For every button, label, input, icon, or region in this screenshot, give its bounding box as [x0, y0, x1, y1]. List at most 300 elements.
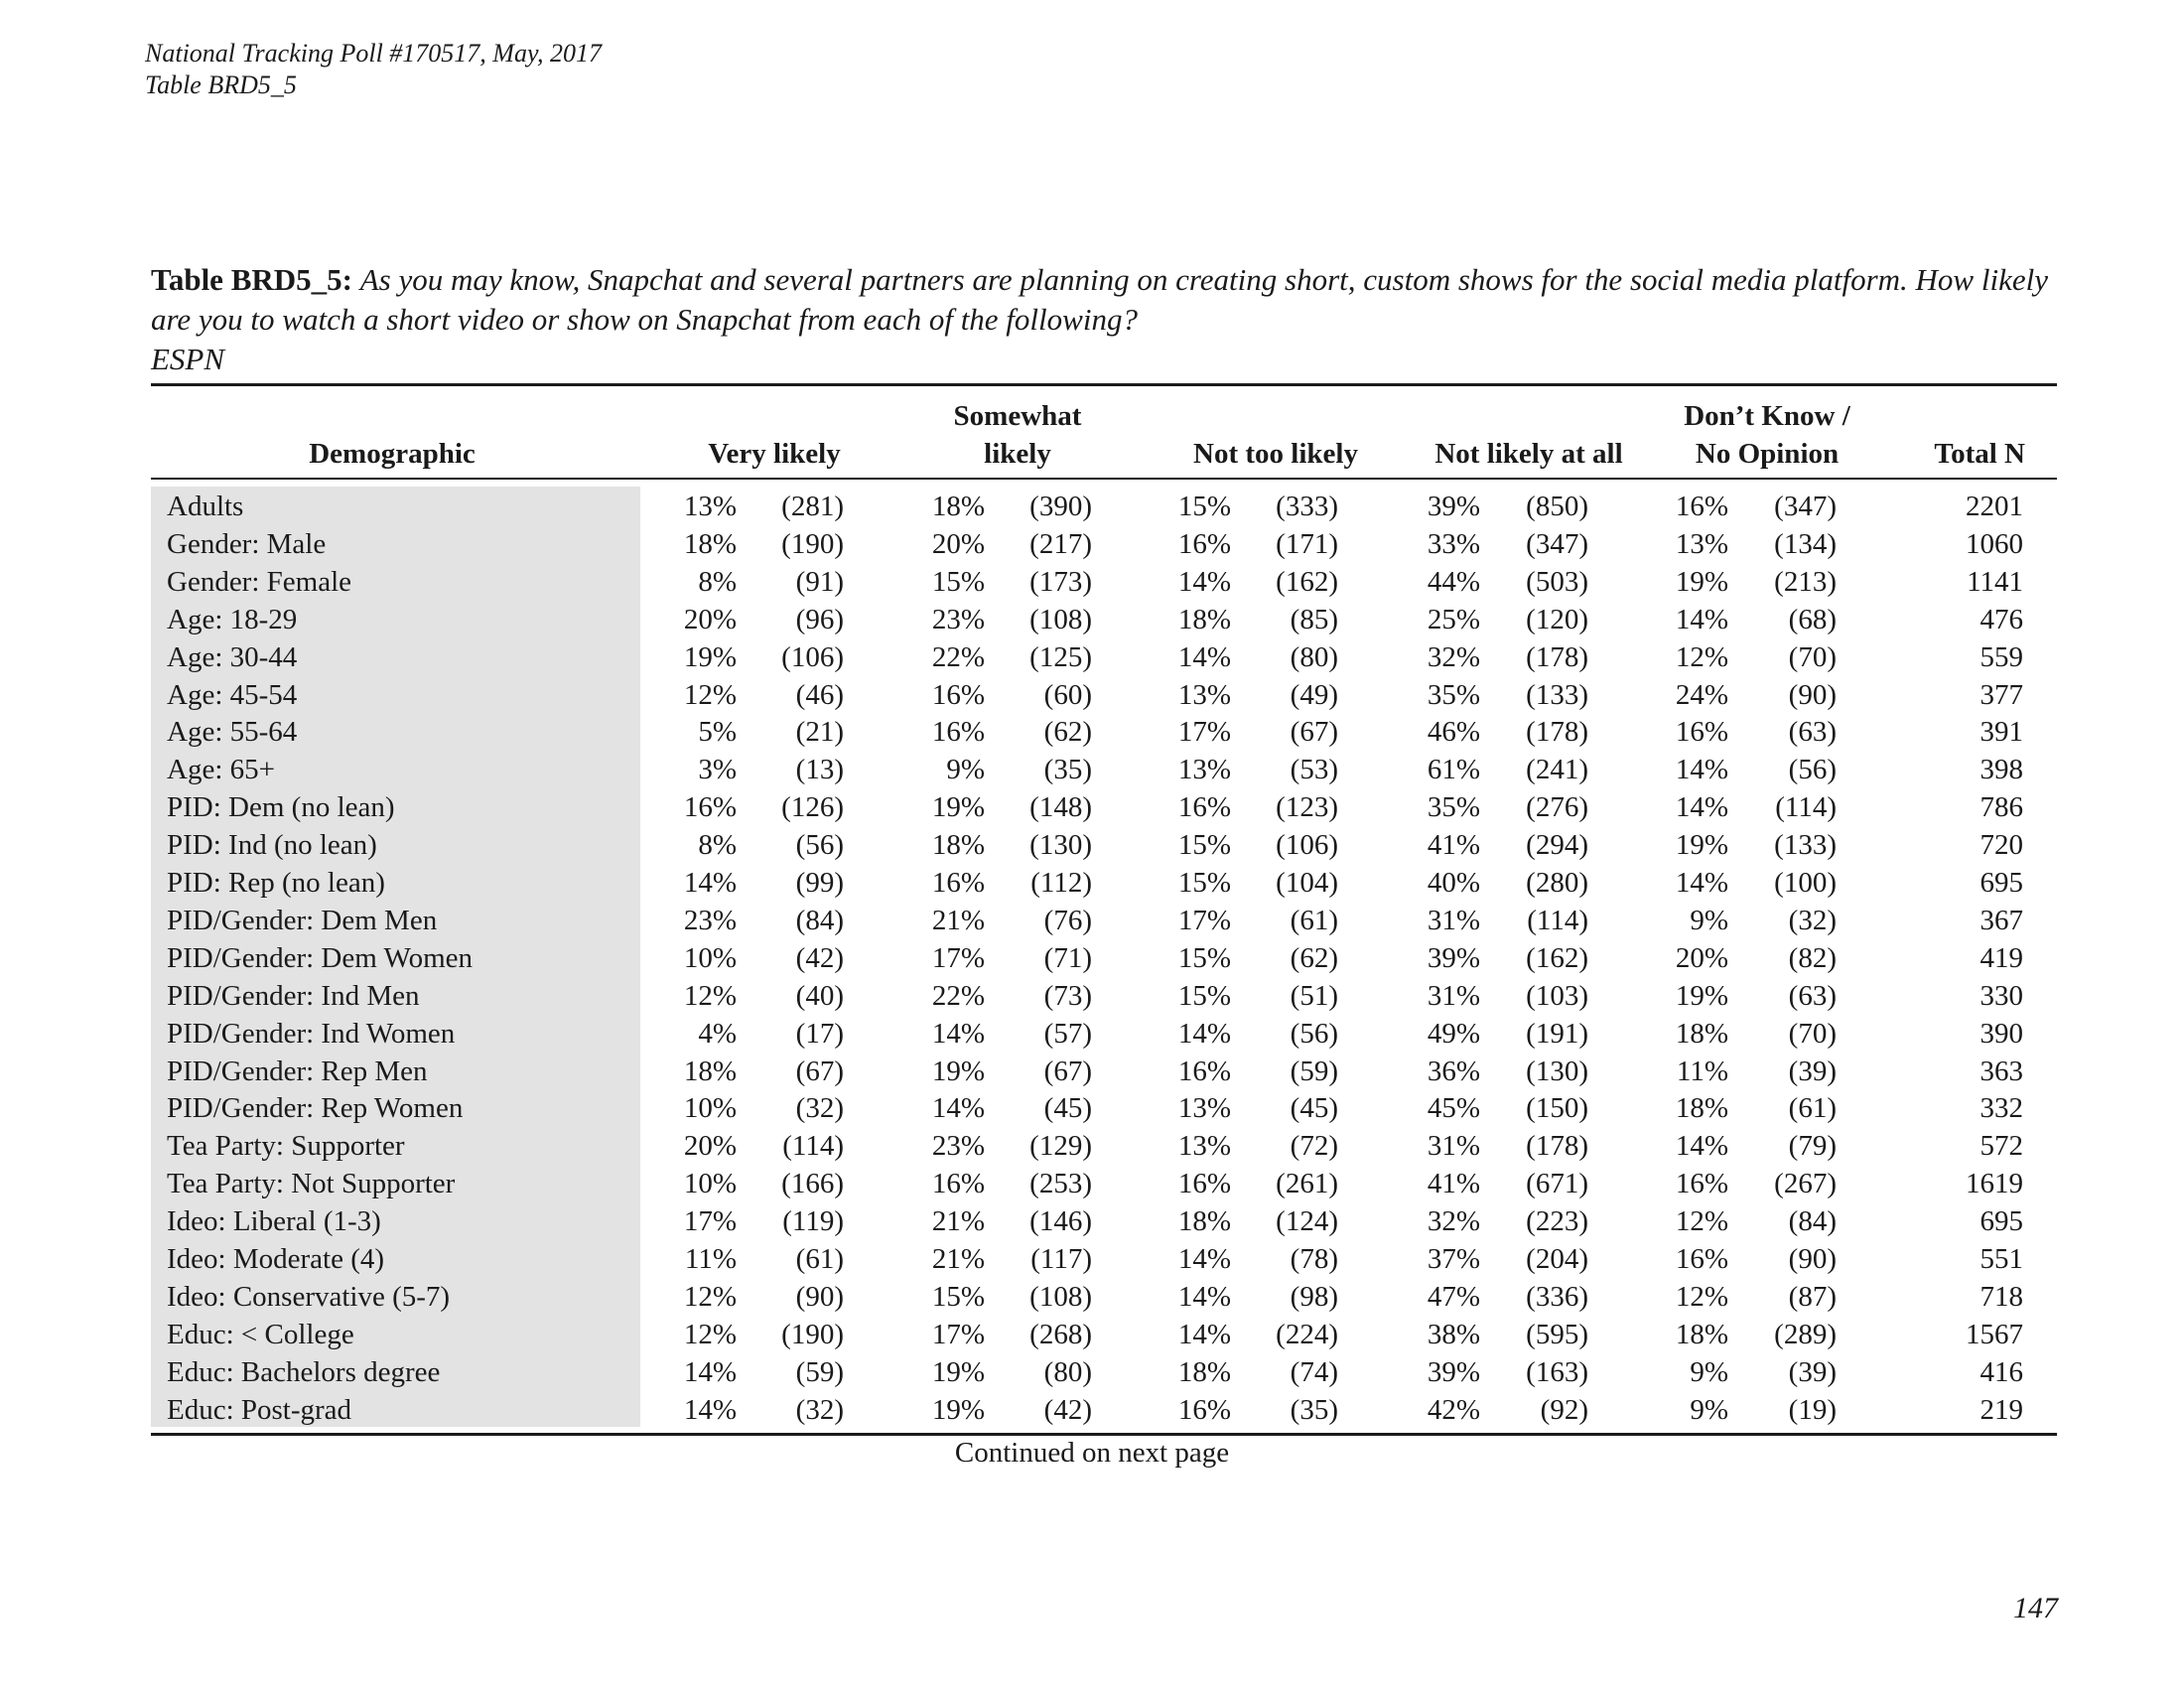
cell-very-likely-n: (32)	[795, 1092, 844, 1125]
cell-very-likely-pct: 12%	[683, 979, 737, 1012]
table-row	[0, 1240, 2184, 1278]
table-top-rule	[151, 383, 2057, 386]
cell-somewhat-likely-pct: 14%	[931, 1092, 985, 1125]
demographic-label: Age: 30-44	[167, 640, 298, 673]
cell-not-too-likely-pct: 13%	[1177, 678, 1231, 711]
cell-dont-know-n: (100)	[1774, 867, 1837, 899]
cell-dont-know-n: (70)	[1788, 1017, 1837, 1050]
table-row	[0, 1089, 2184, 1127]
cell-very-likely-pct: 17%	[683, 1205, 737, 1238]
cell-very-likely-n: (61)	[795, 1243, 844, 1275]
cell-not-too-likely-n: (333)	[1276, 491, 1338, 522]
cell-not-too-likely-n: (53)	[1290, 754, 1338, 786]
cell-dont-know-n: (267)	[1774, 1168, 1837, 1200]
cell-not-likely-at-all-pct: 33%	[1427, 527, 1480, 560]
cell-dont-know-pct: 24%	[1675, 678, 1728, 711]
cell-total-n: 1619	[1966, 1168, 2023, 1200]
poll-title: National Tracking Poll #170517, May, 2017	[145, 39, 603, 68]
header-dont-know-top: Don’t Know /	[1684, 400, 1850, 432]
cell-dont-know-pct: 11%	[1676, 1055, 1728, 1087]
cell-somewhat-likely-n: (253)	[1029, 1168, 1092, 1200]
cell-dont-know-pct: 12%	[1675, 640, 1728, 673]
cell-very-likely-n: (21)	[795, 716, 844, 749]
cell-very-likely-pct: 10%	[683, 941, 737, 974]
cell-very-likely-n: (67)	[795, 1055, 844, 1087]
cell-total-n: 391	[1979, 716, 2023, 749]
table-id: Table BRD5_5	[145, 70, 297, 99]
table-row	[0, 563, 2184, 601]
cell-somewhat-likely-n: (45)	[1043, 1092, 1092, 1125]
cell-not-too-likely-pct: 16%	[1177, 1168, 1231, 1200]
cell-not-likely-at-all-pct: 40%	[1427, 867, 1480, 899]
cell-somewhat-likely-n: (73)	[1043, 979, 1092, 1012]
cell-somewhat-likely-n: (130)	[1029, 829, 1092, 862]
cell-not-likely-at-all-pct: 45%	[1427, 1092, 1480, 1125]
cell-total-n: 219	[1979, 1393, 2023, 1426]
cell-not-too-likely-pct: 15%	[1177, 941, 1231, 974]
cell-very-likely-pct: 20%	[683, 603, 737, 635]
cell-dont-know-pct: 16%	[1675, 1168, 1728, 1200]
cell-not-too-likely-pct: 18%	[1177, 603, 1231, 635]
cell-not-too-likely-n: (45)	[1290, 1092, 1338, 1125]
cell-somewhat-likely-n: (42)	[1043, 1393, 1092, 1426]
cell-very-likely-pct: 18%	[683, 1055, 737, 1087]
demographic-label: PID: Rep (no lean)	[167, 867, 385, 899]
cell-very-likely-n: (90)	[795, 1280, 844, 1313]
table-row	[0, 1127, 2184, 1165]
cell-not-likely-at-all-n: (671)	[1526, 1168, 1588, 1200]
cell-not-too-likely-pct: 14%	[1177, 565, 1231, 598]
cell-dont-know-pct: 18%	[1675, 1092, 1728, 1125]
cell-not-likely-at-all-n: (103)	[1526, 979, 1588, 1012]
cell-dont-know-n: (19)	[1788, 1393, 1837, 1426]
cell-not-too-likely-n: (67)	[1290, 716, 1338, 749]
cell-very-likely-n: (106)	[781, 640, 844, 673]
table-row	[0, 788, 2184, 826]
cell-not-too-likely-n: (85)	[1290, 603, 1338, 635]
cell-total-n: 551	[1979, 1243, 2023, 1275]
cell-dont-know-n: (134)	[1774, 527, 1837, 560]
cell-very-likely-pct: 18%	[683, 527, 737, 560]
demographic-label: PID/Gender: Ind Men	[167, 979, 420, 1012]
table-row	[0, 1316, 2184, 1353]
cell-not-too-likely-n: (162)	[1276, 565, 1338, 598]
cell-not-too-likely-pct: 17%	[1177, 904, 1231, 936]
table-row	[0, 751, 2184, 788]
demographic-label: Gender: Male	[167, 527, 327, 560]
cell-not-too-likely-pct: 14%	[1177, 1243, 1231, 1275]
cell-total-n: 332	[1979, 1092, 2023, 1125]
cell-dont-know-pct: 19%	[1675, 565, 1728, 598]
cell-not-likely-at-all-pct: 41%	[1427, 1168, 1480, 1200]
cell-not-likely-at-all-n: (204)	[1526, 1243, 1588, 1275]
cell-not-likely-at-all-pct: 44%	[1427, 565, 1480, 598]
cell-dont-know-n: (68)	[1788, 603, 1837, 635]
cell-not-too-likely-pct: 16%	[1177, 791, 1231, 824]
caption-label: Table BRD5_5:	[151, 262, 352, 297]
cell-not-likely-at-all-pct: 39%	[1427, 1355, 1480, 1388]
cell-dont-know-pct: 14%	[1675, 1130, 1728, 1163]
cell-somewhat-likely-pct: 21%	[931, 1243, 985, 1275]
cell-somewhat-likely-n: (148)	[1029, 791, 1092, 824]
cell-not-likely-at-all-pct: 39%	[1427, 941, 1480, 974]
table-caption	[151, 260, 2067, 379]
cell-somewhat-likely-pct: 21%	[931, 904, 985, 936]
cell-not-likely-at-all-pct: 49%	[1427, 1017, 1480, 1050]
cell-somewhat-likely-pct: 23%	[931, 603, 985, 635]
cell-somewhat-likely-n: (129)	[1029, 1130, 1092, 1163]
cell-not-too-likely-n: (80)	[1290, 640, 1338, 673]
cell-dont-know-pct: 14%	[1675, 791, 1728, 824]
cell-dont-know-pct: 13%	[1675, 527, 1728, 560]
cell-not-likely-at-all-n: (336)	[1526, 1280, 1588, 1313]
cell-very-likely-n: (126)	[781, 791, 844, 824]
cell-total-n: 363	[1979, 1055, 2023, 1087]
cell-not-likely-at-all-n: (347)	[1526, 527, 1588, 560]
cell-not-likely-at-all-pct: 32%	[1427, 1205, 1480, 1238]
cell-very-likely-n: (119)	[782, 1205, 844, 1238]
demographic-label: Tea Party: Supporter	[167, 1130, 405, 1163]
page-number: 147	[2013, 1592, 2058, 1624]
cell-not-likely-at-all-pct: 41%	[1427, 829, 1480, 862]
cell-dont-know-pct: 19%	[1675, 829, 1728, 862]
continued-note: Continued on next page	[954, 1437, 1230, 1469]
cell-not-likely-at-all-n: (280)	[1526, 867, 1588, 899]
demographic-label: Educ: Post-grad	[167, 1393, 352, 1426]
cell-somewhat-likely-pct: 19%	[931, 1393, 985, 1426]
cell-somewhat-likely-pct: 22%	[931, 640, 985, 673]
cell-very-likely-pct: 14%	[683, 867, 737, 899]
cell-not-too-likely-n: (261)	[1276, 1168, 1338, 1200]
cell-somewhat-likely-pct: 22%	[931, 979, 985, 1012]
cell-somewhat-likely-pct: 16%	[931, 1168, 985, 1200]
demographic-label: Age: 18-29	[167, 603, 298, 635]
cell-very-likely-n: (32)	[795, 1393, 844, 1426]
cell-not-too-likely-pct: 15%	[1177, 829, 1231, 862]
document-header	[145, 38, 602, 101]
cell-total-n: 1141	[1967, 565, 2023, 598]
cell-not-likely-at-all-pct: 35%	[1427, 791, 1480, 824]
header-somewhat-top: Somewhat	[953, 400, 1082, 432]
cell-total-n: 695	[1979, 867, 2023, 899]
cell-very-likely-n: (166)	[781, 1168, 844, 1200]
cell-very-likely-n: (84)	[795, 904, 844, 936]
demographic-label: Educ: Bachelors degree	[167, 1355, 441, 1388]
cell-dont-know-n: (39)	[1788, 1055, 1837, 1087]
cell-not-too-likely-n: (106)	[1276, 829, 1338, 862]
table-row	[0, 977, 2184, 1015]
cell-total-n: 476	[1979, 603, 2023, 635]
cell-dont-know-pct: 19%	[1675, 979, 1728, 1012]
cell-dont-know-pct: 14%	[1675, 754, 1728, 786]
caption-subject: ESPN	[151, 342, 225, 376]
cell-somewhat-likely-pct: 19%	[931, 1055, 985, 1087]
cell-not-too-likely-pct: 15%	[1177, 979, 1231, 1012]
cell-very-likely-pct: 5%	[698, 716, 737, 749]
cell-somewhat-likely-n: (117)	[1030, 1243, 1092, 1275]
cell-total-n: 786	[1979, 791, 2023, 824]
cell-not-too-likely-pct: 14%	[1177, 1017, 1231, 1050]
cell-somewhat-likely-pct: 23%	[931, 1130, 985, 1163]
cell-not-too-likely-pct: 14%	[1177, 1318, 1231, 1350]
cell-dont-know-n: (56)	[1788, 754, 1837, 786]
demographic-label: Educ: < College	[167, 1318, 354, 1350]
cell-not-too-likely-n: (123)	[1276, 791, 1338, 824]
cell-dont-know-pct: 12%	[1675, 1280, 1728, 1313]
cell-not-too-likely-n: (104)	[1276, 867, 1338, 899]
demographic-label: PID/Gender: Dem Men	[167, 904, 438, 936]
cell-not-likely-at-all-n: (114)	[1527, 904, 1588, 936]
cell-somewhat-likely-n: (217)	[1029, 527, 1092, 560]
cell-very-likely-pct: 8%	[698, 565, 737, 598]
cell-somewhat-likely-pct: 16%	[931, 716, 985, 749]
cell-somewhat-likely-n: (146)	[1029, 1205, 1092, 1238]
cell-dont-know-n: (90)	[1788, 678, 1837, 711]
table-row	[0, 902, 2184, 939]
cell-somewhat-likely-pct: 20%	[931, 527, 985, 560]
header-dont-know-bottom: No Opinion	[1695, 438, 1840, 470]
cell-not-too-likely-n: (74)	[1290, 1355, 1338, 1388]
cell-not-too-likely-n: (171)	[1276, 527, 1338, 560]
cell-very-likely-n: (17)	[795, 1017, 844, 1050]
cell-very-likely-n: (190)	[781, 1318, 844, 1350]
cell-not-likely-at-all-pct: 35%	[1427, 678, 1480, 711]
cell-not-likely-at-all-n: (130)	[1526, 1055, 1588, 1087]
cell-not-likely-at-all-pct: 25%	[1427, 603, 1480, 635]
cell-not-too-likely-n: (224)	[1276, 1318, 1338, 1350]
cell-total-n: 2201	[1966, 491, 2023, 522]
cell-not-likely-at-all-n: (178)	[1526, 1130, 1588, 1163]
cell-total-n: 559	[1979, 640, 2023, 673]
cell-somewhat-likely-pct: 17%	[931, 1318, 985, 1350]
cell-not-likely-at-all-n: (241)	[1526, 754, 1588, 786]
cell-not-likely-at-all-pct: 38%	[1427, 1318, 1480, 1350]
cell-total-n: 390	[1979, 1017, 2023, 1050]
cell-very-likely-n: (281)	[781, 491, 844, 522]
cell-dont-know-pct: 9%	[1690, 904, 1728, 936]
cell-dont-know-n: (70)	[1788, 640, 1837, 673]
cell-somewhat-likely-n: (67)	[1043, 1055, 1092, 1087]
cell-dont-know-n: (61)	[1788, 1092, 1837, 1125]
cell-dont-know-pct: 20%	[1675, 941, 1728, 974]
demographic-label: Age: 65+	[167, 754, 275, 786]
cell-somewhat-likely-pct: 19%	[931, 791, 985, 824]
demographic-label: Age: 45-54	[167, 678, 298, 711]
cell-very-likely-pct: 12%	[683, 678, 737, 711]
cell-dont-know-n: (90)	[1788, 1243, 1837, 1275]
demographic-label: PID: Ind (no lean)	[167, 829, 377, 862]
demographic-label: Gender: Female	[167, 565, 352, 598]
cell-not-likely-at-all-n: (850)	[1526, 491, 1588, 522]
cell-not-too-likely-n: (72)	[1290, 1130, 1338, 1163]
header-demographic: Demographic	[309, 438, 476, 470]
header-not-too-likely: Not too likely	[1193, 438, 1358, 470]
demographic-label: Tea Party: Not Supporter	[167, 1168, 456, 1200]
cell-very-likely-pct: 12%	[683, 1318, 737, 1350]
cell-very-likely-n: (40)	[795, 979, 844, 1012]
cell-dont-know-n: (82)	[1788, 941, 1837, 974]
cell-not-likely-at-all-n: (178)	[1526, 640, 1588, 673]
cell-somewhat-likely-n: (76)	[1043, 904, 1092, 936]
cell-very-likely-n: (96)	[795, 603, 844, 635]
cell-somewhat-likely-pct: 15%	[931, 565, 985, 598]
table-row	[0, 638, 2184, 676]
cell-not-too-likely-n: (35)	[1290, 1393, 1338, 1426]
cell-very-likely-pct: 10%	[683, 1092, 737, 1125]
cell-very-likely-n: (91)	[795, 565, 844, 598]
cell-not-likely-at-all-n: (133)	[1526, 678, 1588, 711]
cell-very-likely-pct: 14%	[683, 1393, 737, 1426]
cell-somewhat-likely-n: (80)	[1043, 1355, 1092, 1388]
cell-somewhat-likely-n: (108)	[1029, 603, 1092, 635]
table-row	[0, 1202, 2184, 1240]
cell-not-too-likely-pct: 13%	[1177, 754, 1231, 786]
cell-dont-know-n: (84)	[1788, 1205, 1837, 1238]
demographic-label: PID/Gender: Rep Women	[167, 1092, 464, 1125]
cell-dont-know-n: (213)	[1774, 565, 1837, 598]
cell-somewhat-likely-n: (112)	[1030, 867, 1092, 899]
cell-somewhat-likely-n: (60)	[1043, 678, 1092, 711]
cell-not-too-likely-pct: 16%	[1177, 1055, 1231, 1087]
cell-not-too-likely-n: (49)	[1290, 678, 1338, 711]
demographic-label: PID/Gender: Rep Men	[167, 1055, 428, 1087]
cell-dont-know-n: (87)	[1788, 1280, 1837, 1313]
cell-not-likely-at-all-pct: 47%	[1427, 1280, 1480, 1313]
cell-not-too-likely-pct: 18%	[1177, 1355, 1231, 1388]
cell-not-too-likely-pct: 18%	[1177, 1205, 1231, 1238]
cell-somewhat-likely-n: (268)	[1029, 1318, 1092, 1350]
demographic-label: Age: 55-64	[167, 716, 298, 749]
cell-somewhat-likely-pct: 21%	[931, 1205, 985, 1238]
demographic-label: PID/Gender: Dem Women	[167, 941, 474, 974]
table-header-rule	[151, 478, 2057, 480]
cell-very-likely-pct: 19%	[683, 640, 737, 673]
cell-not-likely-at-all-pct: 46%	[1427, 716, 1480, 749]
table-row	[0, 488, 2184, 525]
cell-dont-know-pct: 9%	[1690, 1393, 1728, 1426]
cell-somewhat-likely-pct: 16%	[931, 678, 985, 711]
cell-total-n: 1060	[1966, 527, 2023, 560]
table-row	[0, 939, 2184, 977]
cell-dont-know-pct: 12%	[1675, 1205, 1728, 1238]
cell-very-likely-pct: 13%	[683, 491, 737, 522]
cell-total-n: 718	[1979, 1280, 2023, 1313]
cell-not-likely-at-all-pct: 37%	[1427, 1243, 1480, 1275]
cell-not-likely-at-all-pct: 61%	[1427, 754, 1480, 786]
cell-not-too-likely-n: (124)	[1276, 1205, 1338, 1238]
cell-not-likely-at-all-n: (150)	[1526, 1092, 1588, 1125]
cell-very-likely-n: (190)	[781, 527, 844, 560]
cell-somewhat-likely-pct: 19%	[931, 1355, 985, 1388]
cell-dont-know-pct: 18%	[1675, 1318, 1728, 1350]
cell-not-likely-at-all-n: (163)	[1526, 1355, 1588, 1388]
cell-very-likely-n: (13)	[795, 754, 844, 786]
cell-somewhat-likely-pct: 17%	[931, 941, 985, 974]
cell-very-likely-n: (46)	[795, 678, 844, 711]
cell-very-likely-pct: 11%	[684, 1243, 737, 1275]
cell-very-likely-n: (59)	[795, 1355, 844, 1388]
cell-dont-know-n: (347)	[1774, 491, 1837, 522]
cell-not-likely-at-all-pct: 31%	[1427, 904, 1480, 936]
cell-not-too-likely-n: (51)	[1290, 979, 1338, 1012]
cell-somewhat-likely-n: (125)	[1029, 640, 1092, 673]
cell-not-likely-at-all-n: (92)	[1540, 1393, 1588, 1426]
cell-not-likely-at-all-pct: 36%	[1427, 1055, 1480, 1087]
table-row	[0, 1353, 2184, 1391]
cell-not-too-likely-pct: 13%	[1177, 1092, 1231, 1125]
cell-somewhat-likely-pct: 18%	[931, 491, 985, 522]
cell-total-n: 419	[1979, 941, 2023, 974]
cell-dont-know-n: (133)	[1774, 829, 1837, 862]
cell-dont-know-pct: 9%	[1690, 1355, 1728, 1388]
cell-somewhat-likely-n: (390)	[1029, 491, 1092, 522]
caption-question: As you may know, Snapchat and several partners are planning on creating short, custom shows for the social media platform. How likely are you to watch a short video or show on Snapchat from each of the following?	[151, 262, 2048, 337]
cell-not-too-likely-n: (78)	[1290, 1243, 1338, 1275]
cell-dont-know-pct: 14%	[1675, 603, 1728, 635]
cell-somewhat-likely-pct: 9%	[946, 754, 985, 786]
cell-somewhat-likely-pct: 15%	[931, 1280, 985, 1313]
cell-dont-know-pct: 16%	[1675, 491, 1728, 522]
demographic-label: PID: Dem (no lean)	[167, 791, 395, 824]
table-row	[0, 1053, 2184, 1090]
cell-dont-know-n: (39)	[1788, 1355, 1837, 1388]
table-row	[0, 601, 2184, 638]
table-row	[0, 864, 2184, 902]
cell-not-likely-at-all-n: (276)	[1526, 791, 1588, 824]
demographic-label: Ideo: Conservative (5-7)	[167, 1280, 451, 1313]
cell-not-likely-at-all-n: (191)	[1526, 1017, 1588, 1050]
cell-total-n: 1567	[1966, 1318, 2023, 1350]
cell-dont-know-pct: 18%	[1675, 1017, 1728, 1050]
cell-very-likely-pct: 23%	[683, 904, 737, 936]
header-not-likely-at-all: Not likely at all	[1434, 438, 1623, 470]
cell-dont-know-n: (289)	[1774, 1318, 1837, 1350]
cell-very-likely-pct: 8%	[698, 829, 737, 862]
cell-very-likely-pct: 16%	[683, 791, 737, 824]
cell-somewhat-likely-n: (62)	[1043, 716, 1092, 749]
cell-not-too-likely-pct: 13%	[1177, 1130, 1231, 1163]
table-row	[0, 1165, 2184, 1202]
cell-somewhat-likely-n: (173)	[1029, 565, 1092, 598]
table-row	[0, 713, 2184, 751]
cell-very-likely-pct: 20%	[683, 1130, 737, 1163]
cell-not-too-likely-n: (62)	[1290, 941, 1338, 974]
cell-dont-know-n: (63)	[1788, 979, 1837, 1012]
cell-not-too-likely-n: (98)	[1290, 1280, 1338, 1313]
table-row	[0, 826, 2184, 864]
cell-very-likely-n: (114)	[782, 1130, 844, 1163]
cell-somewhat-likely-pct: 16%	[931, 867, 985, 899]
cell-dont-know-n: (114)	[1775, 791, 1837, 824]
cell-total-n: 416	[1979, 1355, 2023, 1388]
cell-not-too-likely-pct: 17%	[1177, 716, 1231, 749]
cell-not-likely-at-all-n: (178)	[1526, 716, 1588, 749]
demographic-label: Adults	[167, 491, 244, 522]
cell-very-likely-pct: 4%	[698, 1017, 737, 1050]
cell-total-n: 720	[1979, 829, 2023, 862]
cell-very-likely-pct: 12%	[683, 1280, 737, 1313]
cell-total-n: 398	[1979, 754, 2023, 786]
cell-not-likely-at-all-n: (595)	[1526, 1318, 1588, 1350]
cell-not-too-likely-pct: 15%	[1177, 491, 1231, 522]
cell-very-likely-n: (56)	[795, 829, 844, 862]
cell-not-too-likely-pct: 16%	[1177, 1393, 1231, 1426]
cell-very-likely-pct: 10%	[683, 1168, 737, 1200]
cell-not-likely-at-all-pct: 32%	[1427, 640, 1480, 673]
cell-somewhat-likely-n: (57)	[1043, 1017, 1092, 1050]
cell-total-n: 695	[1979, 1205, 2023, 1238]
table-row	[0, 1278, 2184, 1316]
